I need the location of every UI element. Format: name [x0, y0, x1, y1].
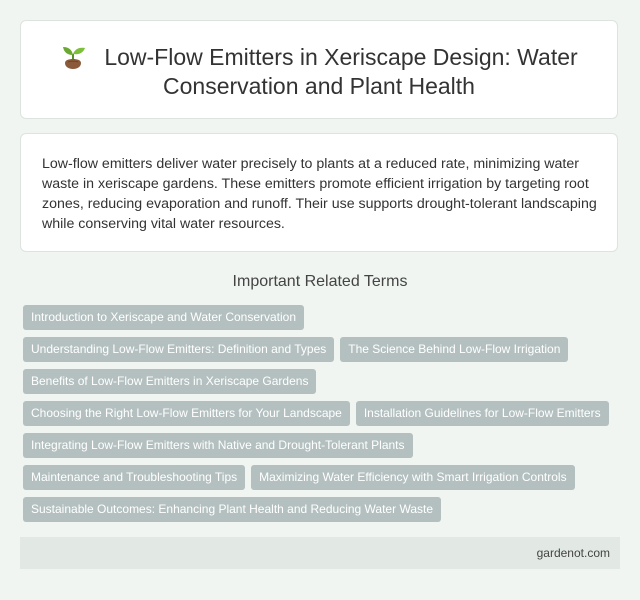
related-terms-list	[23, 305, 623, 529]
summary-card	[20, 133, 618, 252]
term-tag[interactable]: Choosing the Right Low-Flow Emitters for Your Landscape	[23, 401, 350, 426]
footer-site[interactable]: gardenot.com	[536, 546, 610, 560]
term-tag[interactable]: Maintenance and Troubleshooting Tips	[23, 465, 245, 490]
term-tag[interactable]: Introduction to Xeriscape and Water Conservation	[23, 305, 304, 330]
summary-text: Low-flow emitters deliver water precisely to plants at a reduced rate, minimizing water waste in xeriscape gardens. These emitters promote efficient irrigation by targeting root zones, reducing evaporation and runoff. Their use supports drought-tolerant landscaping while conserving vital water resources.	[42, 156, 597, 232]
term-tag[interactable]: Integrating Low-Flow Emitters with Native and Drought-Tolerant Plants	[23, 433, 413, 458]
term-tag[interactable]: Benefits of Low-Flow Emitters in Xeriscape Gardens	[23, 369, 316, 394]
term-tag[interactable]: Sustainable Outcomes: Enhancing Plant Health and Reducing Water Waste	[23, 497, 441, 522]
footer	[20, 537, 620, 569]
term-tag[interactable]: Installation Guidelines for Low-Flow Emitters	[356, 401, 609, 426]
term-tag[interactable]: The Science Behind Low-Flow Irrigation	[340, 337, 568, 362]
title-card	[20, 20, 618, 119]
seedling-icon	[60, 44, 88, 70]
term-tag[interactable]: Maximizing Water Efficiency with Smart Irrigation Controls	[251, 465, 574, 490]
term-tag[interactable]: Understanding Low-Flow Emitters: Definition and Types	[23, 337, 334, 362]
page-title	[21, 43, 617, 101]
related-terms-heading: Important Related Terms	[232, 273, 408, 290]
title-text: Low-Flow Emitters in Xeriscape Design: Water Conservation and Plant Health	[104, 44, 578, 99]
